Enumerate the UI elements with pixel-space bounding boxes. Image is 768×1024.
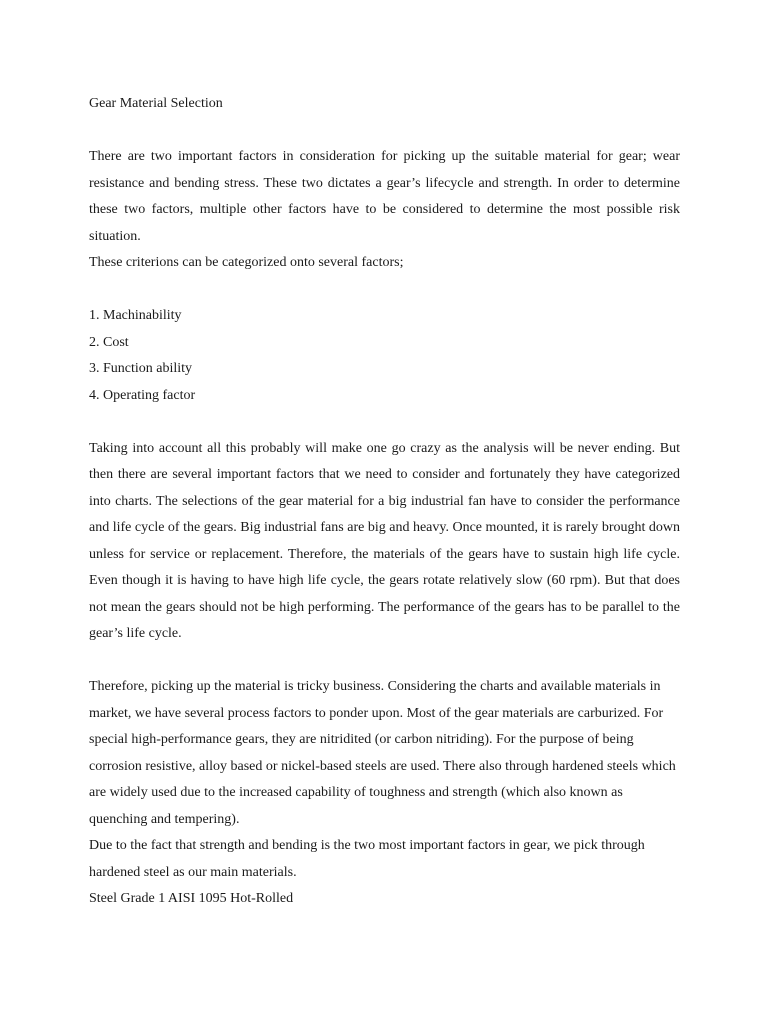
spacer xyxy=(89,648,680,675)
criteria-intro: These criterions can be categorized onto several factors; xyxy=(89,255,404,270)
spacer xyxy=(89,409,680,436)
list-item: 2. Cost xyxy=(89,334,129,350)
selection-paragraph: Due to the fact that strength and bending is the two most important factors in gear, we pick through hardened steel as our main materials. xyxy=(89,838,645,880)
list-item: 4. Operating factor xyxy=(89,387,196,403)
spacer xyxy=(89,277,680,304)
analysis-paragraph: Taking into account all this probably will make one go crazy as the analysis will be never ending. But then there are several important factors that we need to consider and fortunately they have categorized into charts. The selections of the gear material for a big industrial fan have to consider the performance and life cycle of the gears. Big industrial fans are big and heavy. Once mounted, it is rarely brought down unless for service or replacement. Therefore, the materials of the gears have to sustain high life cycle. Even though it is having to have high life cycle, the gears rotate relatively slow (60 rpm). But that does not mean the gears should not be high performing. The performance of the gears has to be parallel to the gear’s life cycle. xyxy=(89,440,680,641)
list-item: 1. Machinability xyxy=(89,308,182,323)
factor-list xyxy=(89,303,680,409)
document-page xyxy=(89,91,680,913)
intro-paragraph: There are two important factors in consideration for picking up the suitable material for gear; wear resistance and bending stress. These two dictates a gear’s lifecycle and strength. In order to determine these two factors, multiple other factors have to be considered to determine the most possible risk situation. xyxy=(89,149,680,244)
list-item: 3. Function ability xyxy=(89,361,193,376)
material-paragraph: Therefore, picking up the material is tricky business. Considering the charts and available materials in market, we have several process factors to ponder upon. Most of the gear materials are carburized. For special high-performance gears, they are nitridited (or carbon nitriding). For the purpose of being corrosion resistive, alloy based or nickel-based steels are used. There also through hardened steels which are widely used due to the increased capability of toughness and strength (which also known as quenching and tempering). xyxy=(89,679,676,827)
document-title: Gear Material Selection xyxy=(89,96,223,111)
steel-grade: Steel Grade 1 AISI 1095 Hot-Rolled xyxy=(89,891,294,906)
